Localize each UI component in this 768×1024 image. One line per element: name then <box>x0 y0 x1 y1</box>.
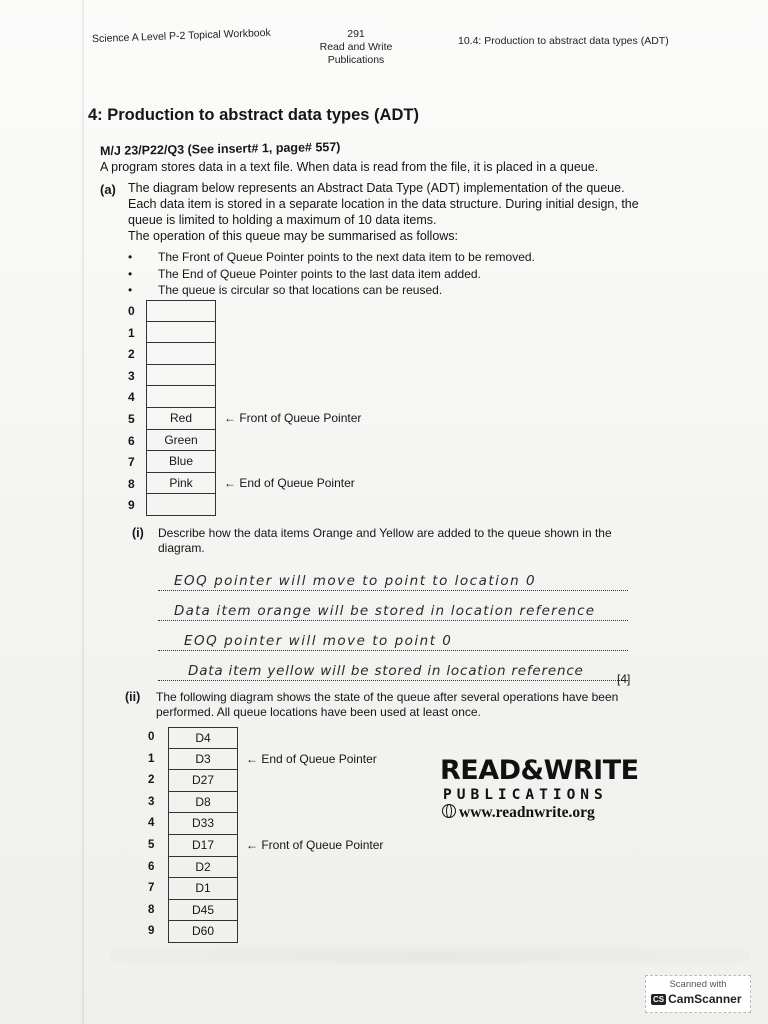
camscanner-top-text: Scanned with <box>669 979 727 990</box>
handwritten-answer: EOQ pointer will move to point to location 0 <box>174 573 537 589</box>
queue-cell <box>146 386 216 408</box>
end-pointer-label: ← End of Queue Pointer <box>224 475 355 490</box>
queue-index: 0 <box>148 731 155 743</box>
queue-cell: Red <box>146 408 216 430</box>
queue-rules-list <box>128 250 535 300</box>
queue-cell: D8 <box>168 792 238 814</box>
camscanner-brand <box>651 992 750 1006</box>
queue-index: 8 <box>148 903 155 916</box>
logo-url-text: www.readnwrite.org <box>459 804 595 821</box>
handwritten-answer: Data item yellow will be stored in location reference <box>188 663 584 679</box>
part-a-description: The diagram below represents an Abstract Data Type (ADT) implementation of the queue. Each data item is stored in a separate location in the data structure. During initial design, the queue is limited to holding a maximum of 10 data items. <box>128 181 639 227</box>
logo-subtitle: PUBLICATIONS <box>443 787 608 803</box>
page-number: 291 <box>347 28 365 40</box>
sub-question-i-text: Describe how the data items Orange and Yellow are added to the queue shown in the diagram. <box>158 526 612 555</box>
queue-index: 4 <box>128 390 135 405</box>
queue-index: 9 <box>148 925 155 938</box>
page-edge <box>82 0 84 1024</box>
queue-index: 7 <box>148 882 155 895</box>
queue-index: 5 <box>148 838 155 851</box>
rule-item: • The Front of Queue Pointer points to the next data item to be removed. <box>128 250 535 267</box>
queue-cell: Pink <box>146 473 216 495</box>
camscanner-name: CamScanner <box>668 992 742 1006</box>
rule-item: • The End of Queue Pointer points to the last data item added. <box>128 267 535 284</box>
rule-item: • The queue is circular so that locations can be reused. <box>128 283 535 300</box>
header-right: 10.4: Production to abstract data types (ADT) <box>458 35 669 47</box>
camscanner-icon: CS <box>653 995 665 1004</box>
section-title: 4: Production to abstract data types (ADT) <box>88 106 419 124</box>
queue-index: 2 <box>148 774 155 787</box>
queue-index: 9 <box>128 498 135 513</box>
queue-index: 7 <box>128 455 135 470</box>
answer-line <box>158 568 628 591</box>
queue-index: 3 <box>128 368 135 383</box>
queue-index: 8 <box>128 476 135 491</box>
queue-cell: D17 <box>168 835 238 857</box>
header-center <box>296 28 416 67</box>
queue-index: 6 <box>128 433 135 448</box>
logo-wordmark: READ&WRITE <box>440 755 639 786</box>
queue-index: 6 <box>148 860 155 873</box>
queue-cell: Green <box>146 430 216 452</box>
queue-cell <box>146 322 216 344</box>
queue-index: 3 <box>148 795 155 808</box>
queue-cell: D4 <box>168 727 238 749</box>
part-a-label: (a) <box>100 182 116 197</box>
camscanner-watermark <box>645 975 751 1013</box>
queue-index: 5 <box>128 411 135 426</box>
globe-icon <box>442 804 456 818</box>
queue-index: 2 <box>128 347 135 362</box>
question-reference: M/J 23/P22/Q3 (See insert# 1, page# 557) <box>99 139 341 159</box>
queue-cell: D33 <box>168 813 238 835</box>
marks-allocation: [4] <box>617 672 631 686</box>
publisher-name: Read and Write Publications <box>319 41 393 66</box>
logo-url <box>442 804 640 822</box>
queue-index: 4 <box>148 817 155 830</box>
end-pointer-label: ← End of Queue Pointer <box>246 751 377 766</box>
question-intro: A program stores data in a text file. When data is read from the file, it is placed in a queue. <box>100 160 599 174</box>
queue-cell: D3 <box>168 749 238 771</box>
queue-cell: D27 <box>168 770 238 792</box>
sub-question-ii-label: (ii) <box>125 690 141 704</box>
queue-cell: D60 <box>168 921 238 943</box>
queue-cell: D1 <box>168 878 238 900</box>
publisher-logo <box>440 756 640 822</box>
queue-cell: D45 <box>168 900 238 922</box>
queue-index: 1 <box>148 752 155 765</box>
part-a-summary: The operation of this queue may be summarised as follows: <box>128 229 459 243</box>
sub-question-i-label: (i) <box>132 526 144 540</box>
front-pointer-label: ← Front of Queue Pointer <box>246 837 384 852</box>
queue-index: 0 <box>128 304 135 318</box>
queue-cell <box>146 494 216 516</box>
part-a-text <box>128 180 643 244</box>
queue-cell <box>146 300 216 322</box>
queue-index: 1 <box>128 325 135 340</box>
header-left: Science A Level P-2 Topical Workbook <box>91 26 271 46</box>
queue-cell <box>146 343 216 365</box>
queue-cell: Blue <box>146 451 216 473</box>
front-pointer-label: ← Front of Queue Pointer <box>224 410 362 425</box>
queue-cell: D2 <box>168 857 238 879</box>
scan-smudge <box>110 945 750 965</box>
handwritten-answer: EOQ pointer will move to point 0 <box>184 633 453 649</box>
queue-cell <box>146 365 216 387</box>
handwritten-answer: Data item orange will be stored in location reference <box>174 603 596 619</box>
sub-question-ii-text: The following diagram shows the state of the queue after several operations have been performed. All queue locations have been used at least once. <box>156 690 619 719</box>
answer-line <box>158 628 628 651</box>
answer-line <box>158 658 628 681</box>
answer-line <box>158 598 628 621</box>
